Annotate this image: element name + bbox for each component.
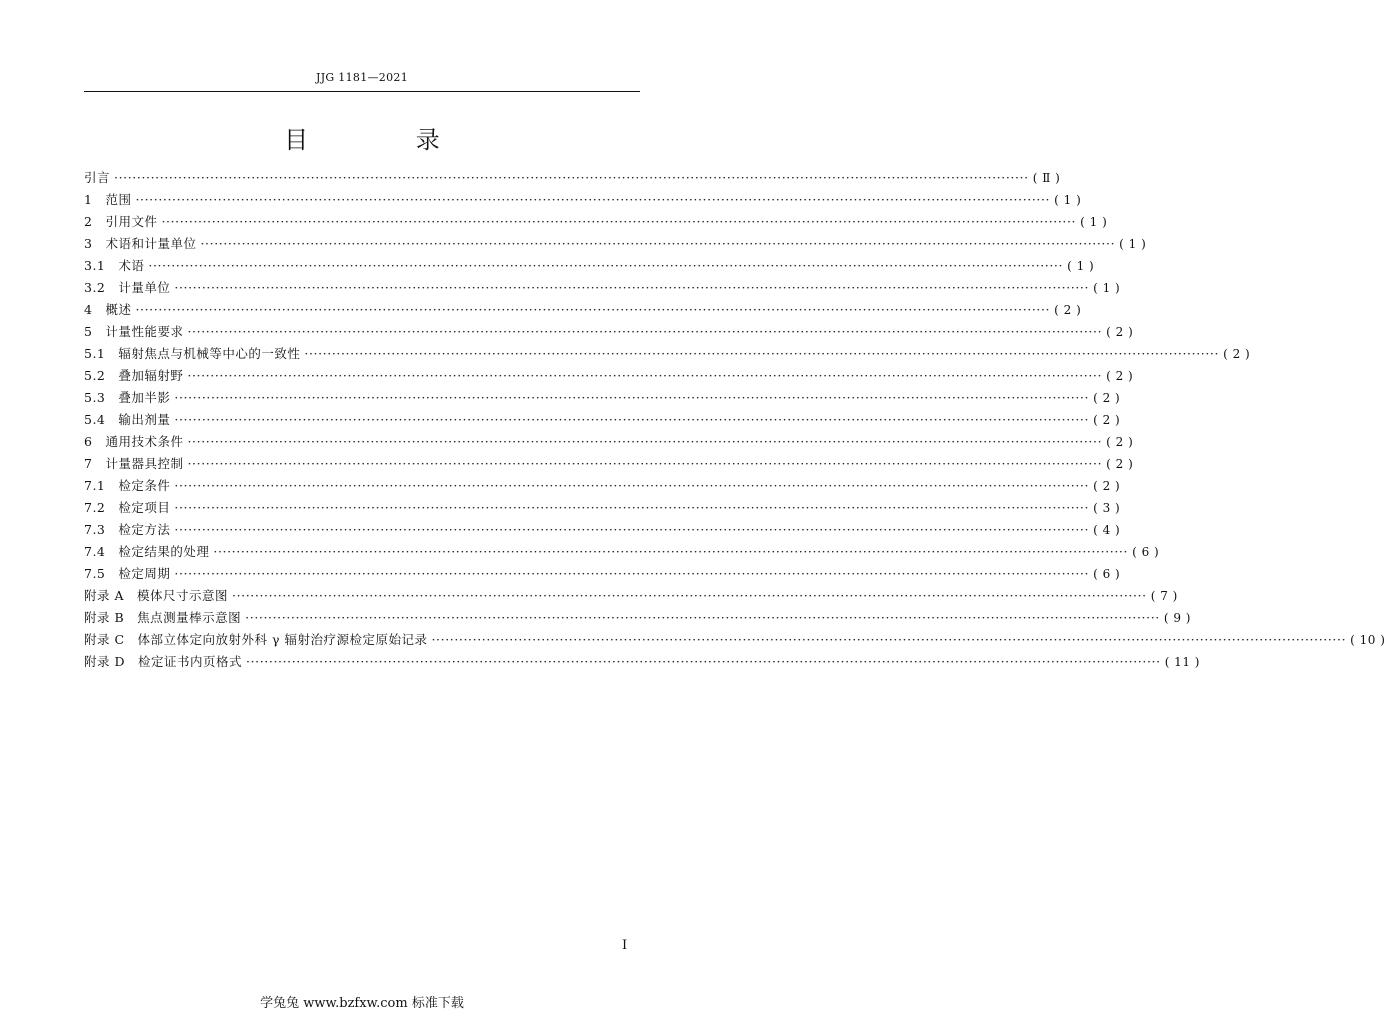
toc-entry[interactable] (84, 167, 1061, 189)
toc-entry-page: ( 2 ) (1093, 413, 1121, 427)
toc-entry[interactable] (84, 211, 1108, 233)
toc-dot-leader: ········································································································································································································ (174, 390, 1090, 405)
toc-entry-page: ( 2 ) (1093, 479, 1121, 493)
toc-entry[interactable] (84, 475, 1121, 497)
toc-entry-page: ( 6 ) (1093, 567, 1121, 581)
toc-entry[interactable] (84, 431, 1134, 453)
toc-entry[interactable] (84, 585, 1178, 607)
toc-dot-leader: ········································································································································································································ (174, 280, 1090, 295)
toc-dot-leader: ········································································································································································································ (246, 654, 1161, 669)
toc-entry-page: ( 4 ) (1093, 523, 1121, 537)
toc-entry-label: 1 范围 (84, 192, 132, 207)
toc-entry-page: ( 1 ) (1054, 193, 1082, 207)
toc-entry[interactable] (84, 651, 1200, 673)
table-of-contents (84, 167, 1385, 673)
toc-entry[interactable] (84, 189, 1082, 211)
toc-entry-label: 5 计量性能要求 (84, 324, 184, 339)
toc-entry-label: 7.1 检定条件 (84, 478, 171, 493)
toc-dot-leader: ········································································································································································································ (174, 478, 1090, 493)
toc-entry[interactable] (84, 497, 1121, 519)
toc-entry-page: ( 6 ) (1132, 545, 1160, 559)
toc-entry-page: ( 1 ) (1093, 281, 1121, 295)
toc-entry-page: ( 7 ) (1150, 589, 1178, 603)
toc-entry-page: ( Ⅱ ) (1032, 171, 1061, 185)
toc-entry-page: ( 2 ) (1106, 457, 1134, 471)
toc-entry-label: 7.3 检定方法 (84, 522, 171, 537)
toc-entry-page: ( 2 ) (1054, 303, 1082, 317)
toc-entry-page: ( 2 ) (1106, 369, 1134, 383)
toc-dot-leader: ········································································································································································································ (174, 566, 1090, 581)
toc-dot-leader: ········································································································································································································ (187, 368, 1103, 383)
toc-entry-page: ( 1 ) (1080, 215, 1108, 229)
toc-entry-page: ( 2 ) (1106, 325, 1134, 339)
toc-dot-leader: ········································································································································································································ (135, 192, 1051, 207)
toc-entry[interactable] (84, 453, 1134, 475)
toc-dot-leader: ········································································································································································································ (114, 170, 1029, 185)
footer-watermark: 学兔兔 www.bzfxw.com 标准下载 (260, 996, 464, 1011)
toc-entry[interactable] (84, 299, 1082, 321)
toc-entry-label: 附录 D 检定证书内页格式 (84, 654, 242, 669)
toc-dot-leader: ········································································································································································································ (174, 500, 1090, 515)
toc-dot-leader: ········································································································································································································ (245, 610, 1160, 625)
toc-entry-label: 6 通用技术条件 (84, 434, 184, 449)
toc-entry-label: 附录 B 焦点测量棒示意图 (84, 610, 242, 625)
standard-code: JJG 1181—2021 (316, 71, 408, 84)
toc-entry-page: ( 1 ) (1119, 237, 1147, 251)
toc-dot-leader: ········································································································································································································ (148, 258, 1064, 273)
toc-dot-leader: ········································································································································································································ (187, 434, 1103, 449)
toc-entry[interactable] (84, 255, 1095, 277)
toc-entry[interactable] (84, 277, 1121, 299)
toc-entry[interactable] (84, 233, 1147, 255)
page-number: I (622, 938, 628, 953)
toc-entry[interactable] (84, 607, 1191, 629)
toc-dot-leader: ········································································································································································································ (174, 522, 1090, 537)
toc-dot-leader: ········································································································································································································ (161, 214, 1077, 229)
toc-entry-label: 7 计量器具控制 (84, 456, 184, 471)
page-title: 目 录 (284, 126, 490, 154)
toc-entry[interactable] (84, 387, 1121, 409)
toc-entry-page: ( 2 ) (1223, 347, 1251, 361)
toc-entry-label: 附录 C 体部立体定向放射外科 γ 辐射治疗源检定原始记录 (84, 632, 428, 647)
toc-entry[interactable] (84, 343, 1251, 365)
toc-entry-label: 7.4 检定结果的处理 (84, 544, 210, 559)
toc-entry-page: ( 3 ) (1093, 501, 1121, 515)
toc-entry-label: 4 概述 (84, 302, 132, 317)
toc-entry-page: ( 10 ) (1350, 633, 1385, 647)
toc-entry-label: 2 引用文件 (84, 214, 158, 229)
toc-entry-page: ( 11 ) (1164, 655, 1200, 669)
toc-entry-label: 3.1 术语 (84, 258, 145, 273)
toc-entry[interactable] (84, 541, 1160, 563)
toc-entry-label: 5.3 叠加半影 (84, 390, 171, 405)
toc-entry-label: 附录 A 模体尺寸示意图 (84, 588, 229, 603)
toc-entry-label: 7.2 检定项目 (84, 500, 171, 515)
toc-entry[interactable] (84, 409, 1121, 431)
toc-entry-label: 3.2 计量单位 (84, 280, 171, 295)
header-divider (84, 91, 640, 92)
toc-entry-page: ( 9 ) (1163, 611, 1191, 625)
toc-entry[interactable] (84, 519, 1121, 541)
toc-entry-page: ( 2 ) (1093, 391, 1121, 405)
toc-dot-leader: ········································································································································································································ (232, 588, 1147, 603)
toc-entry-label: 引言 (84, 170, 111, 185)
toc-entry-label: 5.4 输出剂量 (84, 412, 171, 427)
toc-dot-leader: ········································································································································································································ (213, 544, 1129, 559)
toc-entry-label: 3 术语和计量单位 (84, 236, 197, 251)
toc-entry-label: 5.1 辐射焦点与机械等中心的一致性 (84, 346, 301, 361)
toc-dot-leader: ········································································································································································································ (200, 236, 1116, 251)
toc-entry-label: 5.2 叠加辐射野 (84, 368, 184, 383)
toc-entry[interactable] (84, 321, 1134, 343)
toc-entry-label: 7.5 检定周期 (84, 566, 171, 581)
toc-entry[interactable] (84, 629, 1385, 651)
toc-entry[interactable] (84, 365, 1134, 387)
toc-entry-page: ( 1 ) (1067, 259, 1095, 273)
toc-dot-leader: ········································································································································································································ (187, 456, 1103, 471)
toc-entry[interactable] (84, 563, 1121, 585)
toc-dot-leader: ········································································································································································································ (304, 346, 1220, 361)
toc-dot-leader: ········································································································································································································ (135, 302, 1051, 317)
toc-dot-leader: ········································································································································································································ (187, 324, 1103, 339)
toc-dot-leader: ········································································································································································································ (431, 632, 1347, 647)
toc-dot-leader: ········································································································································································································ (174, 412, 1090, 427)
toc-entry-page: ( 2 ) (1106, 435, 1134, 449)
